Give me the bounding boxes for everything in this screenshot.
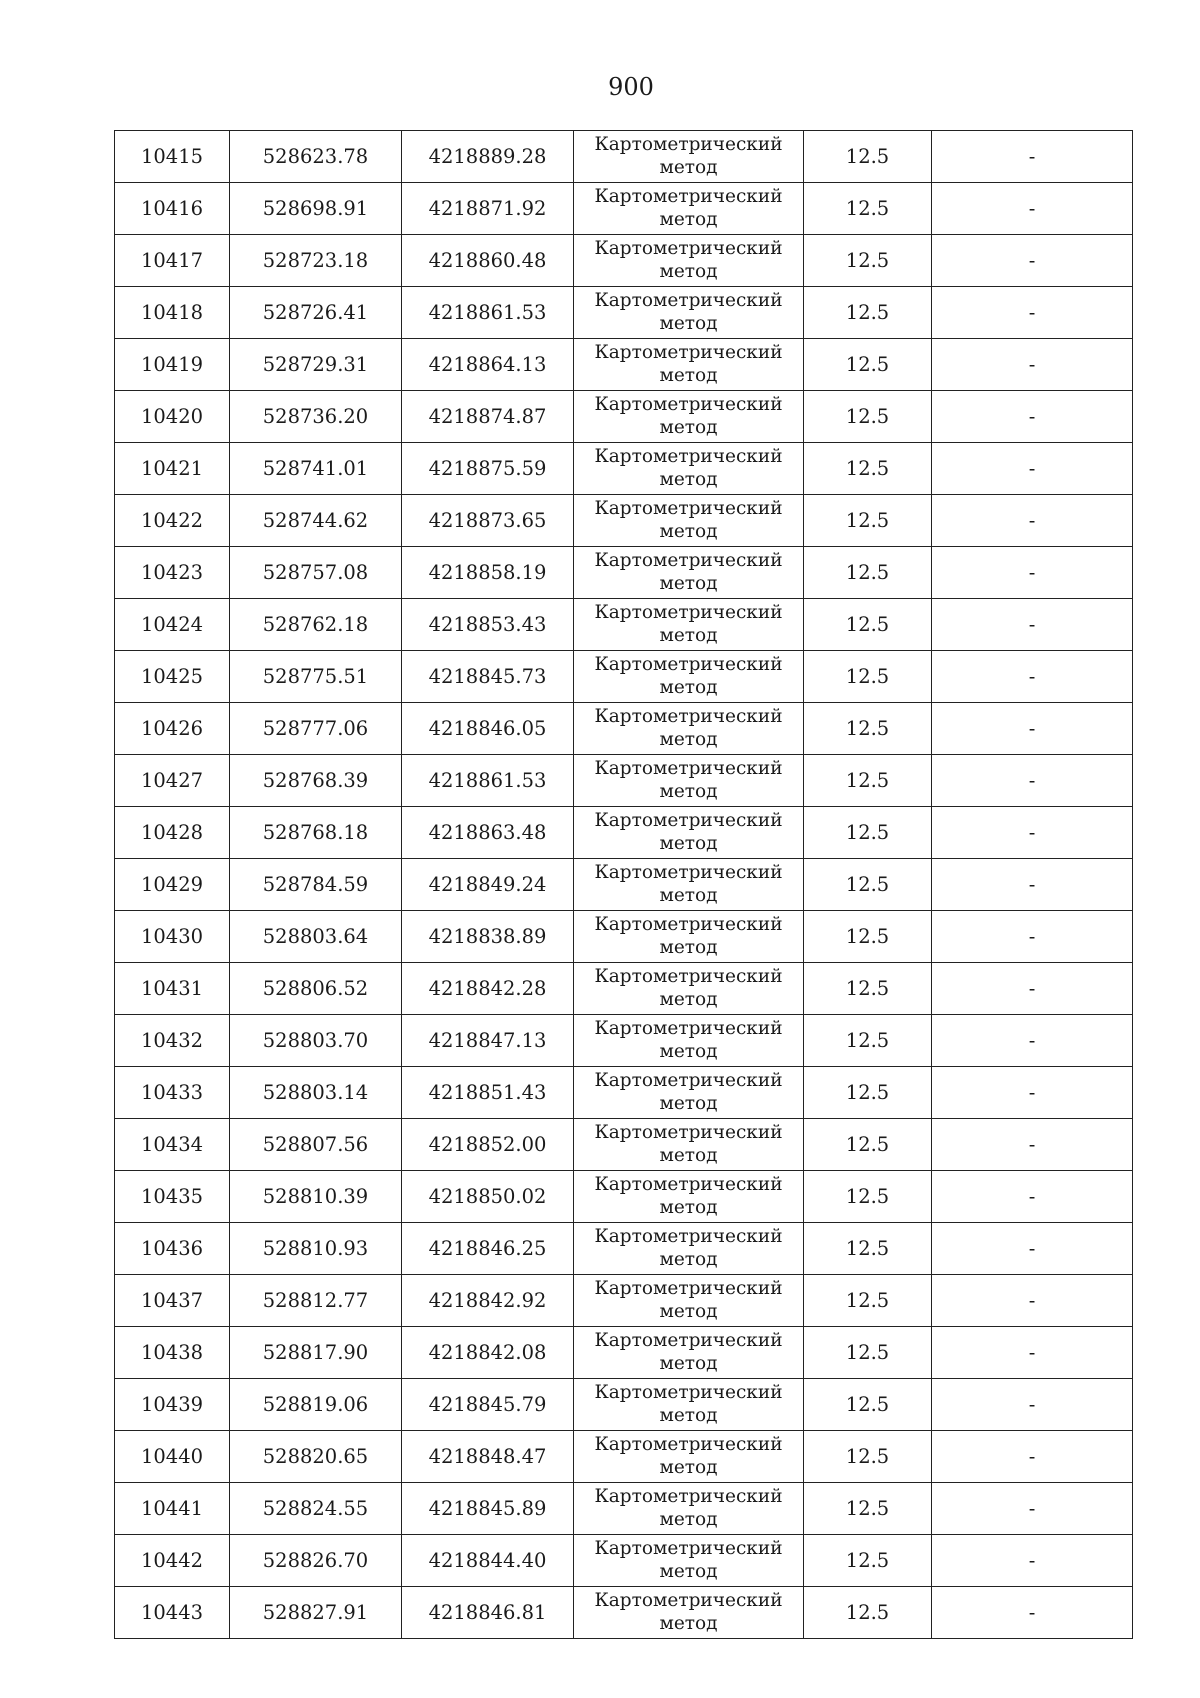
method-line1: Картометрический [594,1122,783,1143]
accuracy-cell: 12.5 [804,495,932,547]
table-row [115,183,1133,235]
table-row [115,1275,1133,1327]
y-coordinate-cell: 4218875.59 [402,443,574,495]
y-coordinate-cell: 4218861.53 [402,755,574,807]
point-id-cell: 10428 [115,807,230,859]
accuracy-cell: 12.5 [804,287,932,339]
method-cell [574,963,804,1015]
note-cell: - [932,1223,1133,1275]
accuracy-cell: 12.5 [804,183,932,235]
note-cell: - [932,859,1133,911]
method-line2: метод [659,1509,718,1530]
point-id-cell: 10416 [115,183,230,235]
accuracy-cell: 12.5 [804,1171,932,1223]
y-coordinate-cell: 4218845.79 [402,1379,574,1431]
note-cell: - [932,1431,1133,1483]
method-line2: метод [659,1041,718,1062]
point-id-cell: 10433 [115,1067,230,1119]
method-line2: метод [659,573,718,594]
method-line1: Картометрический [594,498,783,519]
method-line2: метод [659,625,718,646]
x-coordinate-cell: 528729.31 [230,339,402,391]
method-cell [574,1275,804,1327]
accuracy-cell: 12.5 [804,391,932,443]
method-cell [574,1431,804,1483]
point-id-cell: 10422 [115,495,230,547]
y-coordinate-cell: 4218849.24 [402,859,574,911]
coordinates-table [114,130,1133,1639]
method-line1: Картометрический [594,134,783,155]
method-line2: метод [659,1405,718,1426]
y-coordinate-cell: 4218874.87 [402,391,574,443]
accuracy-cell: 12.5 [804,1275,932,1327]
note-cell: - [932,807,1133,859]
accuracy-cell: 12.5 [804,963,932,1015]
method-cell [574,755,804,807]
method-cell [574,183,804,235]
method-cell [574,651,804,703]
table-row [115,755,1133,807]
method-cell [574,235,804,287]
note-cell: - [932,755,1133,807]
method-line1: Картометрический [594,1226,783,1247]
note-cell: - [932,1067,1133,1119]
point-id-cell: 10440 [115,1431,230,1483]
method-line1: Картометрический [594,186,783,207]
x-coordinate-cell: 528744.62 [230,495,402,547]
method-line1: Картометрический [594,1070,783,1091]
table-row [115,1483,1133,1535]
accuracy-cell: 12.5 [804,911,932,963]
table-row [115,1067,1133,1119]
method-line2: метод [659,1249,718,1270]
method-line2: метод [659,313,718,334]
table-row [115,1535,1133,1587]
note-cell: - [932,287,1133,339]
y-coordinate-cell: 4218847.13 [402,1015,574,1067]
point-id-cell: 10417 [115,235,230,287]
method-line2: метод [659,1197,718,1218]
accuracy-cell: 12.5 [804,1483,932,1535]
table-row [115,1119,1133,1171]
method-line2: метод [659,1457,718,1478]
table-row [115,703,1133,755]
method-line2: метод [659,1301,718,1322]
accuracy-cell: 12.5 [804,339,932,391]
table-row [115,1223,1133,1275]
accuracy-cell: 12.5 [804,651,932,703]
table-row [115,235,1133,287]
table-row [115,495,1133,547]
method-line1: Картометрический [594,1434,783,1455]
point-id-cell: 10432 [115,1015,230,1067]
method-line1: Картометрический [594,1590,783,1611]
x-coordinate-cell: 528623.78 [230,131,402,183]
method-line1: Картометрический [594,1278,783,1299]
note-cell: - [932,1275,1133,1327]
method-cell [574,391,804,443]
accuracy-cell: 12.5 [804,1067,932,1119]
x-coordinate-cell: 528775.51 [230,651,402,703]
method-line2: метод [659,521,718,542]
method-cell [574,287,804,339]
note-cell: - [932,963,1133,1015]
method-line2: метод [659,1353,718,1374]
point-id-cell: 10430 [115,911,230,963]
y-coordinate-cell: 4218851.43 [402,1067,574,1119]
method-line1: Картометрический [594,758,783,779]
method-cell [574,703,804,755]
note-cell: - [932,183,1133,235]
note-cell: - [932,391,1133,443]
y-coordinate-cell: 4218842.08 [402,1327,574,1379]
method-line2: метод [659,885,718,906]
accuracy-cell: 12.5 [804,1379,932,1431]
method-line1: Картометрический [594,966,783,987]
accuracy-cell: 12.5 [804,859,932,911]
method-line1: Картометрический [594,862,783,883]
y-coordinate-cell: 4218838.89 [402,911,574,963]
method-line2: метод [659,833,718,854]
point-id-cell: 10425 [115,651,230,703]
method-cell [574,807,804,859]
method-line2: метод [659,417,718,438]
table-row [115,1587,1133,1639]
point-id-cell: 10435 [115,1171,230,1223]
accuracy-cell: 12.5 [804,1015,932,1067]
accuracy-cell: 12.5 [804,1535,932,1587]
y-coordinate-cell: 4218845.89 [402,1483,574,1535]
x-coordinate-cell: 528784.59 [230,859,402,911]
point-id-cell: 10431 [115,963,230,1015]
x-coordinate-cell: 528768.18 [230,807,402,859]
table-row [115,287,1133,339]
y-coordinate-cell: 4218853.43 [402,599,574,651]
method-cell [574,443,804,495]
method-cell [574,599,804,651]
x-coordinate-cell: 528757.08 [230,547,402,599]
method-cell [574,495,804,547]
x-coordinate-cell: 528812.77 [230,1275,402,1327]
method-cell [574,339,804,391]
note-cell: - [932,339,1133,391]
method-cell [574,1379,804,1431]
note-cell: - [932,911,1133,963]
y-coordinate-cell: 4218860.48 [402,235,574,287]
point-id-cell: 10427 [115,755,230,807]
point-id-cell: 10443 [115,1587,230,1639]
table-row [115,1431,1133,1483]
y-coordinate-cell: 4218889.28 [402,131,574,183]
x-coordinate-cell: 528803.70 [230,1015,402,1067]
table-row [115,963,1133,1015]
y-coordinate-cell: 4218844.40 [402,1535,574,1587]
note-cell: - [932,703,1133,755]
table-row [115,859,1133,911]
y-coordinate-cell: 4218845.73 [402,651,574,703]
y-coordinate-cell: 4218852.00 [402,1119,574,1171]
method-line2: метод [659,365,718,386]
table-row [115,391,1133,443]
point-id-cell: 10418 [115,287,230,339]
note-cell: - [932,599,1133,651]
note-cell: - [932,1535,1133,1587]
point-id-cell: 10434 [115,1119,230,1171]
accuracy-cell: 12.5 [804,235,932,287]
x-coordinate-cell: 528803.14 [230,1067,402,1119]
y-coordinate-cell: 4218846.81 [402,1587,574,1639]
method-line1: Картометрический [594,1330,783,1351]
y-coordinate-cell: 4218871.92 [402,183,574,235]
page-number: 900 [608,73,654,101]
method-line1: Картометрический [594,238,783,259]
method-line2: метод [659,729,718,750]
method-line2: метод [659,1561,718,1582]
note-cell: - [932,235,1133,287]
point-id-cell: 10438 [115,1327,230,1379]
point-id-cell: 10439 [115,1379,230,1431]
method-line2: метод [659,989,718,1010]
table-row [115,807,1133,859]
point-id-cell: 10442 [115,1535,230,1587]
note-cell: - [932,495,1133,547]
y-coordinate-cell: 4218858.19 [402,547,574,599]
y-coordinate-cell: 4218846.05 [402,703,574,755]
note-cell: - [932,1119,1133,1171]
x-coordinate-cell: 528826.70 [230,1535,402,1587]
x-coordinate-cell: 528803.64 [230,911,402,963]
note-cell: - [932,1171,1133,1223]
method-line2: метод [659,209,718,230]
accuracy-cell: 12.5 [804,1327,932,1379]
method-line2: метод [659,157,718,178]
y-coordinate-cell: 4218873.65 [402,495,574,547]
method-cell [574,1327,804,1379]
x-coordinate-cell: 528817.90 [230,1327,402,1379]
x-coordinate-cell: 528726.41 [230,287,402,339]
method-line1: Картометрический [594,550,783,571]
accuracy-cell: 12.5 [804,1587,932,1639]
note-cell: - [932,1327,1133,1379]
accuracy-cell: 12.5 [804,547,932,599]
method-line1: Картометрический [594,914,783,935]
x-coordinate-cell: 528819.06 [230,1379,402,1431]
note-cell: - [932,1483,1133,1535]
x-coordinate-cell: 528768.39 [230,755,402,807]
method-cell [574,1483,804,1535]
accuracy-cell: 12.5 [804,599,932,651]
method-line1: Картометрический [594,394,783,415]
y-coordinate-cell: 4218864.13 [402,339,574,391]
y-coordinate-cell: 4218863.48 [402,807,574,859]
note-cell: - [932,1587,1133,1639]
x-coordinate-cell: 528824.55 [230,1483,402,1535]
x-coordinate-cell: 528777.06 [230,703,402,755]
method-line1: Картометрический [594,1018,783,1039]
note-cell: - [932,443,1133,495]
table-row [115,339,1133,391]
y-coordinate-cell: 4218842.28 [402,963,574,1015]
point-id-cell: 10419 [115,339,230,391]
method-line2: метод [659,1093,718,1114]
table-row [115,911,1133,963]
point-id-cell: 10436 [115,1223,230,1275]
x-coordinate-cell: 528698.91 [230,183,402,235]
point-id-cell: 10437 [115,1275,230,1327]
x-coordinate-cell: 528806.52 [230,963,402,1015]
point-id-cell: 10423 [115,547,230,599]
table-row [115,599,1133,651]
y-coordinate-cell: 4218850.02 [402,1171,574,1223]
x-coordinate-cell: 528810.39 [230,1171,402,1223]
point-id-cell: 10415 [115,131,230,183]
method-line2: метод [659,677,718,698]
method-cell [574,1015,804,1067]
note-cell: - [932,547,1133,599]
table-row [115,651,1133,703]
x-coordinate-cell: 528820.65 [230,1431,402,1483]
y-coordinate-cell: 4218842.92 [402,1275,574,1327]
point-id-cell: 10429 [115,859,230,911]
method-line1: Картометрический [594,290,783,311]
note-cell: - [932,1015,1133,1067]
table-row [115,443,1133,495]
method-cell [574,1067,804,1119]
method-line2: метод [659,1613,718,1634]
point-id-cell: 10420 [115,391,230,443]
method-line1: Картометрический [594,1486,783,1507]
y-coordinate-cell: 4218861.53 [402,287,574,339]
method-line2: метод [659,469,718,490]
note-cell: - [932,651,1133,703]
method-cell [574,1587,804,1639]
table-row [115,1379,1133,1431]
accuracy-cell: 12.5 [804,1223,932,1275]
note-cell: - [932,1379,1133,1431]
accuracy-cell: 12.5 [804,703,932,755]
method-cell [574,859,804,911]
method-cell [574,1171,804,1223]
method-line1: Картометрический [594,1174,783,1195]
table-row [115,1327,1133,1379]
method-line2: метод [659,261,718,282]
table-row [115,547,1133,599]
method-line2: метод [659,1145,718,1166]
method-cell [574,911,804,963]
accuracy-cell: 12.5 [804,443,932,495]
table-row [115,1171,1133,1223]
accuracy-cell: 12.5 [804,807,932,859]
method-line1: Картометрический [594,1382,783,1403]
x-coordinate-cell: 528762.18 [230,599,402,651]
method-line2: метод [659,937,718,958]
method-cell [574,547,804,599]
note-cell: - [932,131,1133,183]
point-id-cell: 10421 [115,443,230,495]
x-coordinate-cell: 528807.56 [230,1119,402,1171]
method-cell [574,1535,804,1587]
method-line1: Картометрический [594,706,783,727]
method-line1: Картометрический [594,602,783,623]
y-coordinate-cell: 4218846.25 [402,1223,574,1275]
point-id-cell: 10426 [115,703,230,755]
method-cell [574,1119,804,1171]
x-coordinate-cell: 528741.01 [230,443,402,495]
accuracy-cell: 12.5 [804,131,932,183]
table-row [115,1015,1133,1067]
method-line1: Картометрический [594,654,783,675]
point-id-cell: 10441 [115,1483,230,1535]
method-line1: Картометрический [594,446,783,467]
method-line1: Картометрический [594,1538,783,1559]
accuracy-cell: 12.5 [804,1119,932,1171]
x-coordinate-cell: 528810.93 [230,1223,402,1275]
x-coordinate-cell: 528827.91 [230,1587,402,1639]
method-line1: Картометрический [594,342,783,363]
method-line2: метод [659,781,718,802]
method-cell [574,1223,804,1275]
y-coordinate-cell: 4218848.47 [402,1431,574,1483]
table-row [115,131,1133,183]
method-line1: Картометрический [594,810,783,831]
accuracy-cell: 12.5 [804,1431,932,1483]
point-id-cell: 10424 [115,599,230,651]
accuracy-cell: 12.5 [804,755,932,807]
table-body [115,131,1133,1639]
method-cell [574,131,804,183]
x-coordinate-cell: 528736.20 [230,391,402,443]
x-coordinate-cell: 528723.18 [230,235,402,287]
